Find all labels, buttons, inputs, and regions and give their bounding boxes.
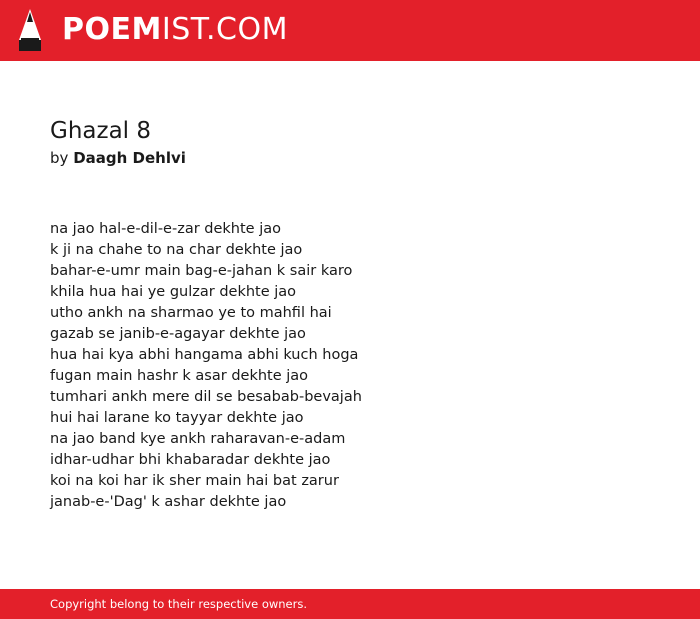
poem-line: tumhari ankh mere dil se besabab-bevajah [50,389,362,405]
site-logo-link[interactable] [62,12,288,48]
poem-line: gazab se janib-e-agayar dekhte jao [50,326,306,342]
poem-line: utho ankh na sharmao ye to mahfil hai [50,305,332,321]
poem-title: Ghazal 8 [50,118,151,144]
poem-line: idhar-udhar bhi khabaradar dekhte jao [50,452,331,468]
poem-body [50,219,362,513]
pencil-icon[interactable] [18,9,42,51]
poem-byline [50,148,186,168]
poem-line: janab-e-'Dag' k ashar dekhte jao [50,494,287,510]
copyright-notice: Copyright belong to their respective owners. [50,597,308,611]
poem-line: khila hua hai ye gulzar dekhte jao [50,284,297,300]
poem-line: na jao band kye ankh raharavan-e-adam [50,431,346,447]
poem-line: fugan main hashr k asar dekhte jao [50,368,309,384]
brand-name-bold: POEM [62,12,162,47]
brand-name-light: IST.COM [161,12,288,47]
site-header [0,0,700,61]
author-name: Daagh Dehlvi [73,149,186,167]
by-label: by [50,149,69,167]
poem-line: hua hai kya abhi hangama abhi kuch hoga [50,347,359,363]
site-footer [0,589,700,619]
poem-line: na jao hal-e-dil-e-zar dekhte jao [50,221,281,237]
poem-line: koi na koi har ik sher main hai bat zarur [50,473,339,489]
poem-line: k ji na chahe to na char dekhte jao [50,242,303,258]
poem-line: hui hai larane ko tayyar dekhte jao [50,410,304,426]
poem-line: bahar-e-umr main bag-e-jahan k sair karo [50,263,353,279]
